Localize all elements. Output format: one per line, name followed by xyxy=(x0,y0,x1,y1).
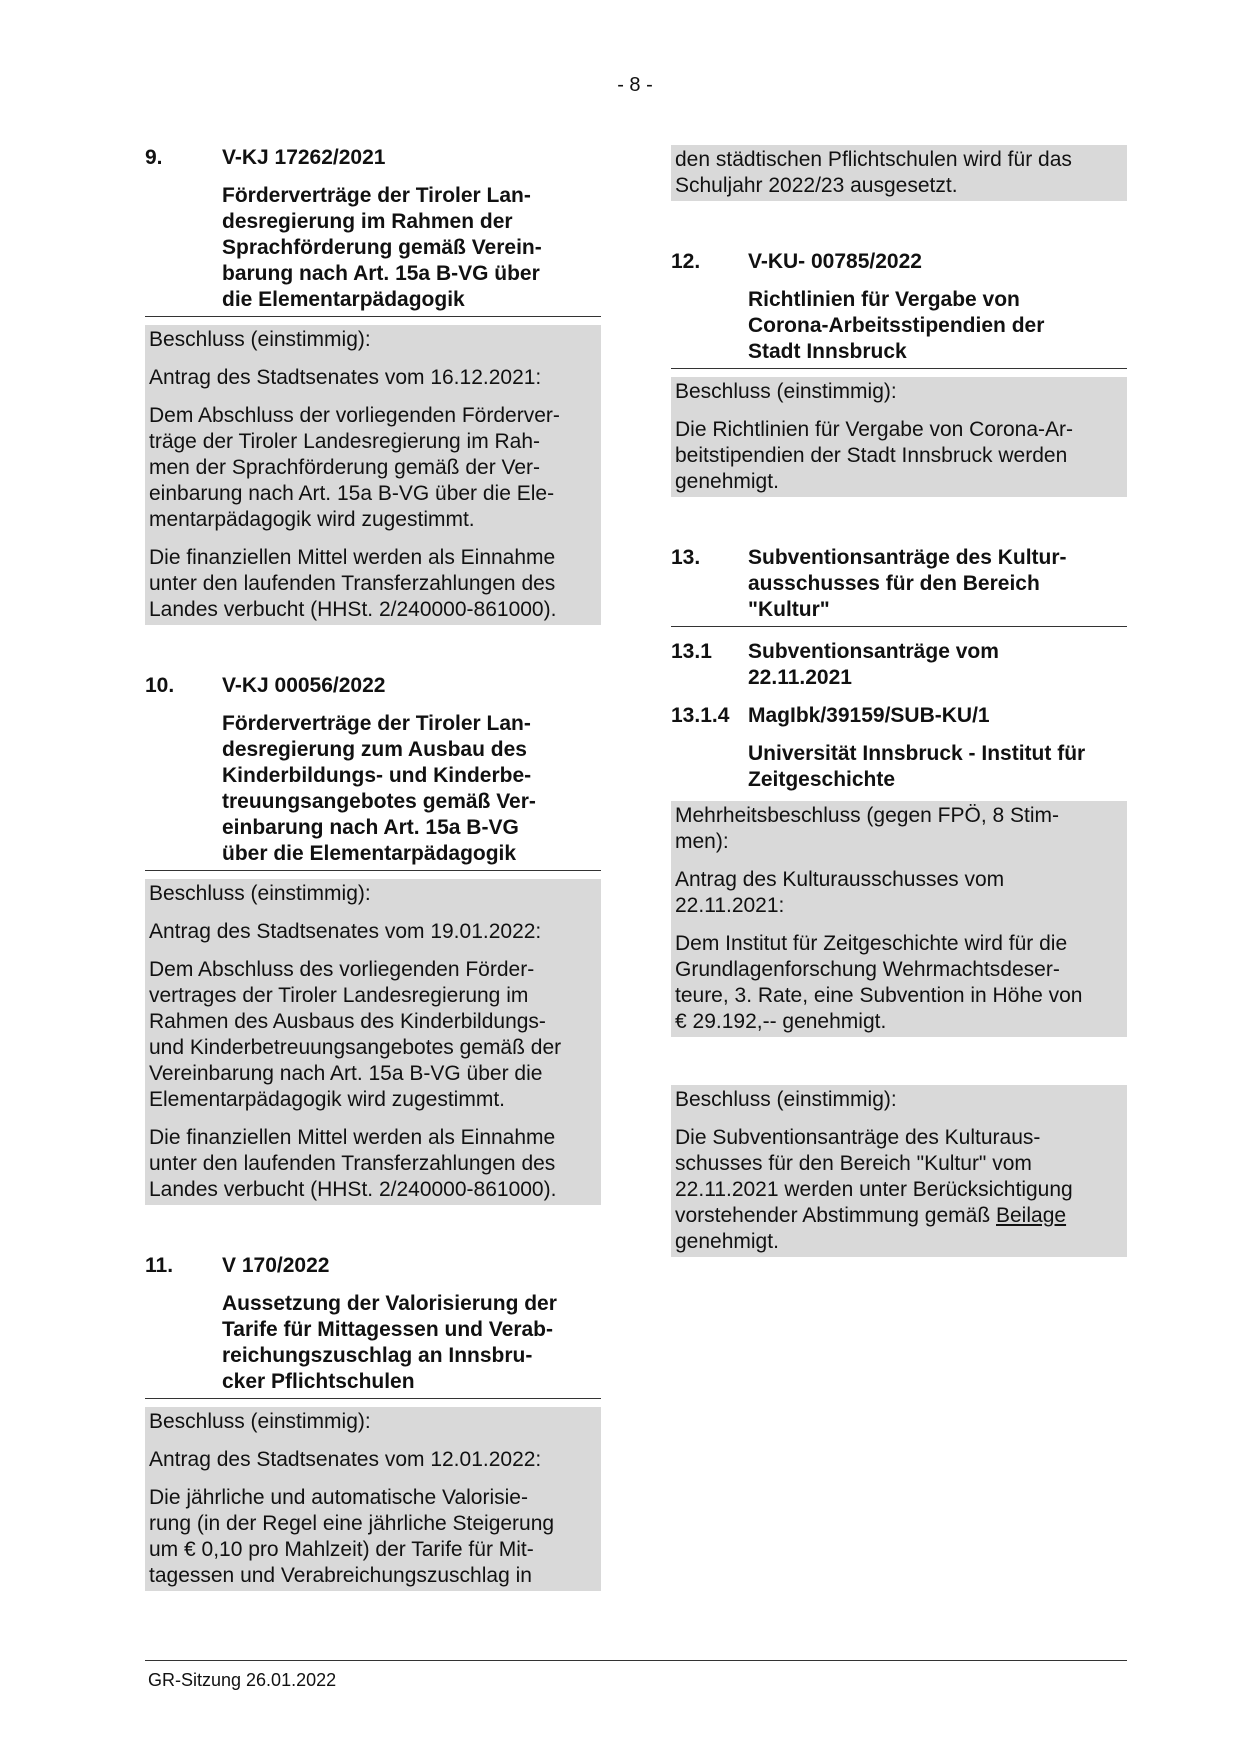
item-number: 9. xyxy=(145,146,163,169)
footer-text: GR-Sitzung 26.01.2022 xyxy=(148,1670,337,1690)
subitem-number: 13.1.4 xyxy=(671,704,730,727)
page-number: - 8 - xyxy=(617,74,653,96)
finance-text: Die finanziellen Mittel werden als Einnahme unter den laufenden Transferzahlungen des Landes verbucht (HHSt. 2/240000-861000). xyxy=(149,546,557,621)
item-number: 13. xyxy=(671,546,701,569)
agenda-item-11 xyxy=(145,1253,601,1591)
item-title: Aussetzung der Valorisierung der Tarife für Mittagessen und Verab- reichungszuschlag an Innsbru- cker Pflichtschulen xyxy=(145,1291,601,1399)
resolution-box xyxy=(671,377,1127,497)
resolution-label: Beschluss (einstimmig): xyxy=(149,882,371,905)
item-title: Subventionsanträge des Kultur- ausschusses für den Bereich "Kultur" xyxy=(748,546,1067,621)
item-number: 10. xyxy=(145,674,175,697)
resolution-text: Dem Abschluss der vorliegenden Förderver- träge der Tiroler Landesregierung im Rah- men der Sprachförderung gemäß der Ver- einbarung nach Art. 15a B-VG über die Ele- mentarpädagogik wird zugestimmt. xyxy=(149,404,560,531)
item-title: Richtlinien für Vergabe von Corona-Arbeitsstipendien der Stadt Innsbruck xyxy=(671,287,1127,369)
subitem-13-1-4 xyxy=(671,703,1127,729)
resolution-box xyxy=(145,325,601,625)
agenda-item-9 xyxy=(145,145,601,625)
resolution-label: Beschluss (einstimmig): xyxy=(675,380,897,403)
item-code: V-KJ 00056/2022 xyxy=(222,674,386,697)
majority-resolution-label: Mehrheitsbeschluss (gegen FPÖ, 8 Stim- men): xyxy=(675,804,1059,853)
item-number: 12. xyxy=(671,250,701,273)
continuation-box: den städtischen Pflichtschulen wird für das Schuljahr 2022/23 ausgesetzt. xyxy=(671,145,1127,201)
resolution-box xyxy=(145,1407,601,1591)
agenda-item-13 xyxy=(671,545,1127,1257)
resolution-text: Die Richtlinien für Vergabe von Corona-Ar- beitstipendien der Stadt Innsbruck werden genehmigt. xyxy=(675,418,1074,493)
agenda-item-10 xyxy=(145,673,601,1205)
motion-label: Antrag des Stadtsenates vom 12.01.2022: xyxy=(149,1448,542,1471)
subitem-title: Subventionsanträge vom 22.11.2021 xyxy=(748,640,999,689)
item-code: V 170/2022 xyxy=(222,1254,330,1277)
subitem-code: MagIbk/39159/SUB-KU/1 xyxy=(748,704,990,727)
subitem-13-1 xyxy=(671,639,1127,691)
resolution-label: Beschluss (einstimmig): xyxy=(149,1410,371,1433)
footer-divider xyxy=(145,1660,1127,1661)
subitem-title: Universität Innsbruck - Institut für Zeitgeschichte xyxy=(748,742,1086,791)
majority-resolution-box xyxy=(671,801,1127,1037)
subitem-number: 13.1 xyxy=(671,640,712,663)
left-column xyxy=(145,145,601,1591)
right-column xyxy=(671,145,1127,1257)
resolution-label: Beschluss (einstimmig): xyxy=(149,328,371,351)
motion-label: Antrag des Stadtsenates vom 19.01.2022: xyxy=(149,920,542,943)
resolution-box xyxy=(145,879,601,1205)
final-resolution-label: Beschluss (einstimmig): xyxy=(675,1088,897,1111)
final-resolution-box xyxy=(671,1085,1127,1257)
attachment-link[interactable]: Beilage xyxy=(996,1204,1067,1227)
agenda-item-12 xyxy=(671,249,1127,497)
item-code: V-KU- 00785/2022 xyxy=(748,250,922,273)
resolution-text: Dem Institut für Zeitgeschichte wird für die Grundlagenforschung Wehrmachtsdeser- teure, 3. Rate, eine Subvention in Höhe von € 29.192,-- genehmigt. xyxy=(675,932,1083,1033)
resolution-text: Dem Abschluss des vorliegenden Förder- vertrages der Tiroler Landesregierung im Rahmen des Ausbaus des Kinderbildungs- und Kinderbetreuungsangebotes gemäß der Vereinbarung nach Art. 15a B-VG über die Elementarpädagogik wird zugestimmt. xyxy=(149,958,562,1111)
item-number: 11. xyxy=(145,1254,174,1277)
item-code: V-KJ 17262/2021 xyxy=(222,146,386,169)
item-title: Förderverträge der Tiroler Lan- desregierung zum Ausbau des Kinderbildungs- und Kinderbe- treuungsangebotes gemäß Ver- einbarung nach Art. 15a B-VG über die Elementarpädagogik xyxy=(145,711,601,871)
final-resolution-text: Die Subventionsanträge des Kulturaus- schusses für den Bereich "Kultur" vom 22.11.2021 werden unter Berücksichtigung vorstehender Abstimmung gemäß Beilage genehmigt. xyxy=(675,1126,1073,1253)
motion-label: Antrag des Stadtsenates vom 16.12.2021: xyxy=(149,366,542,389)
finance-text: Die finanziellen Mittel werden als Einnahme unter den laufenden Transferzahlungen des Landes verbucht (HHSt. 2/240000-861000). xyxy=(149,1126,557,1201)
resolution-text: Die jährliche und automatische Valorisie- rung (in der Regel eine jährliche Steigerung um € 0,10 pro Mahlzeit) der Tarife für Mit- tagessen und Verabreichungszuschlag in xyxy=(149,1486,555,1587)
item-title: Förderverträge der Tiroler Lan- desregierung im Rahmen der Sprachförderung gemäß Verein- barung nach Art. 15a B-VG über die Elementarpädagogik xyxy=(145,183,601,317)
motion-label: Antrag des Kulturausschusses vom 22.11.2021: xyxy=(675,868,1005,917)
